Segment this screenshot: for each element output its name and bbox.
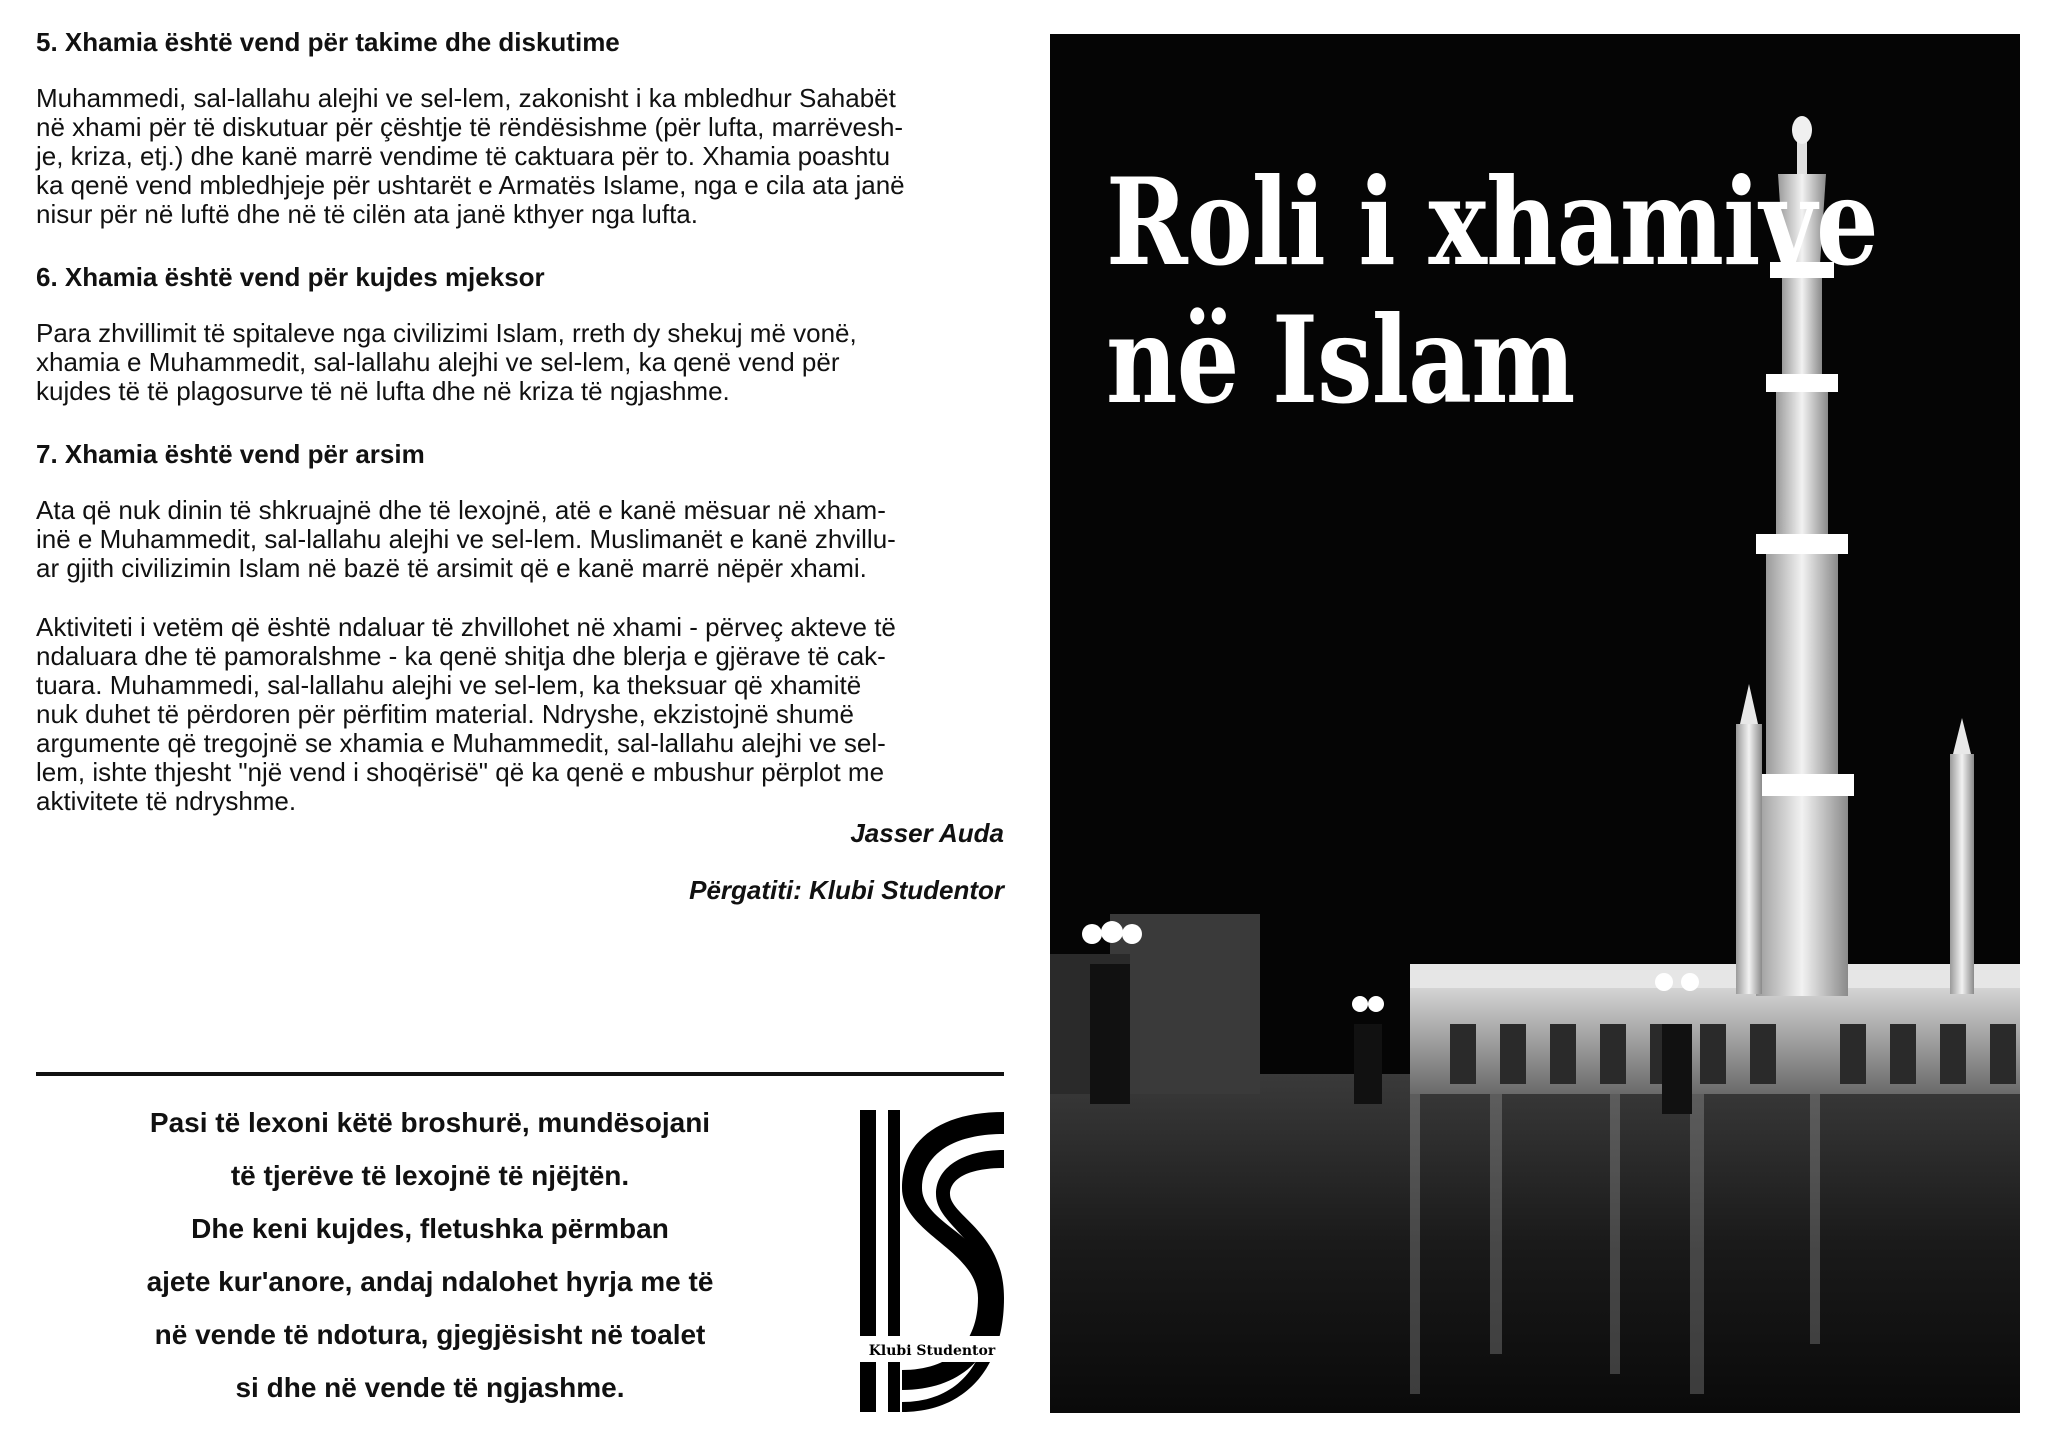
section-5-heading: 5. Xhamia është vend për takime dhe diskutime xyxy=(36,27,620,57)
ks-logo-mark xyxy=(858,1108,1006,1416)
cover-title-line-1: Roli i xhamive xyxy=(1106,152,1878,293)
prepared-by: Përgatiti: Klubi Studentor xyxy=(689,875,1004,905)
text-line: je, kriza, etj.) dhe kanë marrë vendime të caktuara për to. Xhamia poashtu xyxy=(36,141,891,171)
author-name: Jasser Auda xyxy=(850,818,1004,848)
text-line: aktivitete të ndryshme. xyxy=(36,786,297,816)
notice-line: Dhe keni kujdes, fletushka përmban xyxy=(191,1213,669,1244)
section-6-heading: 6. Xhamia është vend për kujdes mjeksor xyxy=(36,262,545,292)
text-line: Para zhvillimit të spitaleve nga civilizimi Islam, rreth dy shekuj më vonë, xyxy=(36,318,857,348)
closing-paragraph xyxy=(36,613,1004,816)
logo-text: Klubi Studentor xyxy=(868,1343,996,1359)
horizontal-divider xyxy=(36,1072,1004,1076)
cover-title-line-2: në Islam xyxy=(1106,290,1575,431)
text-line: xhamia e Muhammedit, sal-lallahu alejhi ve sel-lem, ka qenë vend për xyxy=(36,347,840,377)
notice-line: të tjerëve të lexojnë të njëjtën. xyxy=(230,1160,630,1191)
text-line: inë e Muhammedit, sal-lallahu alejhi ve sel-lem. Muslimanët e kanë zhvillu- xyxy=(36,524,896,554)
text-line: nisur për në luftë dhe në të cilën ata janë kthyer nga lufta. xyxy=(36,199,698,229)
klubi-studentor-logo xyxy=(858,1108,1006,1416)
section-6-body xyxy=(36,319,1004,406)
cover-title xyxy=(1106,154,1878,430)
notice-line: në vende të ndotura, gjegjësisht në toalet xyxy=(154,1319,706,1350)
text-line: kujdes të të plagosurve të në lufta dhe në kriza të ngjashme. xyxy=(36,376,730,406)
section-5-body xyxy=(36,84,1004,229)
text-line: tuara. Muhammedi, sal-lallahu alejhi ve sel-lem, ka theksuar që xhamitë xyxy=(36,670,862,700)
text-line: lem, ishte thjesht "një vend i shoqërisë" që ka qenë e mbushur përplot me xyxy=(36,757,885,787)
notice-line: si dhe në vende të ngjashme. xyxy=(235,1372,625,1403)
text-line: argumente që tregojnë se xhamia e Muhammedit, sal-lallahu alejhi ve sel- xyxy=(36,728,886,758)
text-line: ka qenë vend mbledhjeje për ushtarët e Armatës Islame, nga e cila ata janë xyxy=(36,170,905,200)
text-line: ndaluara dhe të pamoralshme - ka qenë shitja dhe blerja e gjërave të cak- xyxy=(36,641,886,671)
notice-line: ajete kur'anore, andaj ndalohet hyrja me të xyxy=(146,1266,714,1297)
notice-block xyxy=(60,1096,800,1414)
article-column xyxy=(36,26,1004,906)
section-7-body xyxy=(36,496,1004,583)
cover-photo xyxy=(1050,34,2020,1413)
text-line: Aktiviteti i vetëm që është ndaluar të zhvillohet në xhami - përveç akteve të xyxy=(36,612,896,642)
text-line: nuk duhet të përdoren për përfitim material. Ndryshe, ekzistojnë shumë xyxy=(36,699,854,729)
text-line: ar gjith civilizimin Islam në bazë të arsimit që e kanë marrë nëpër xhami. xyxy=(36,553,867,583)
notice-line: Pasi të lexoni këtë broshurë, mundësojani xyxy=(149,1107,711,1138)
text-line: Ata që nuk dinin të shkruajnë dhe të lexojnë, atë e kanë mësuar në xham- xyxy=(36,495,886,525)
text-line: Muhammedi, sal-lallahu alejhi ve sel-lem, zakonisht i ka mbledhur Sahabët xyxy=(36,83,896,113)
text-line: në xhami për të diskutuar për çështje të rëndësishme (për lufta, marrëvesh- xyxy=(36,112,904,142)
section-7-heading: 7. Xhamia është vend për arsim xyxy=(36,439,425,469)
